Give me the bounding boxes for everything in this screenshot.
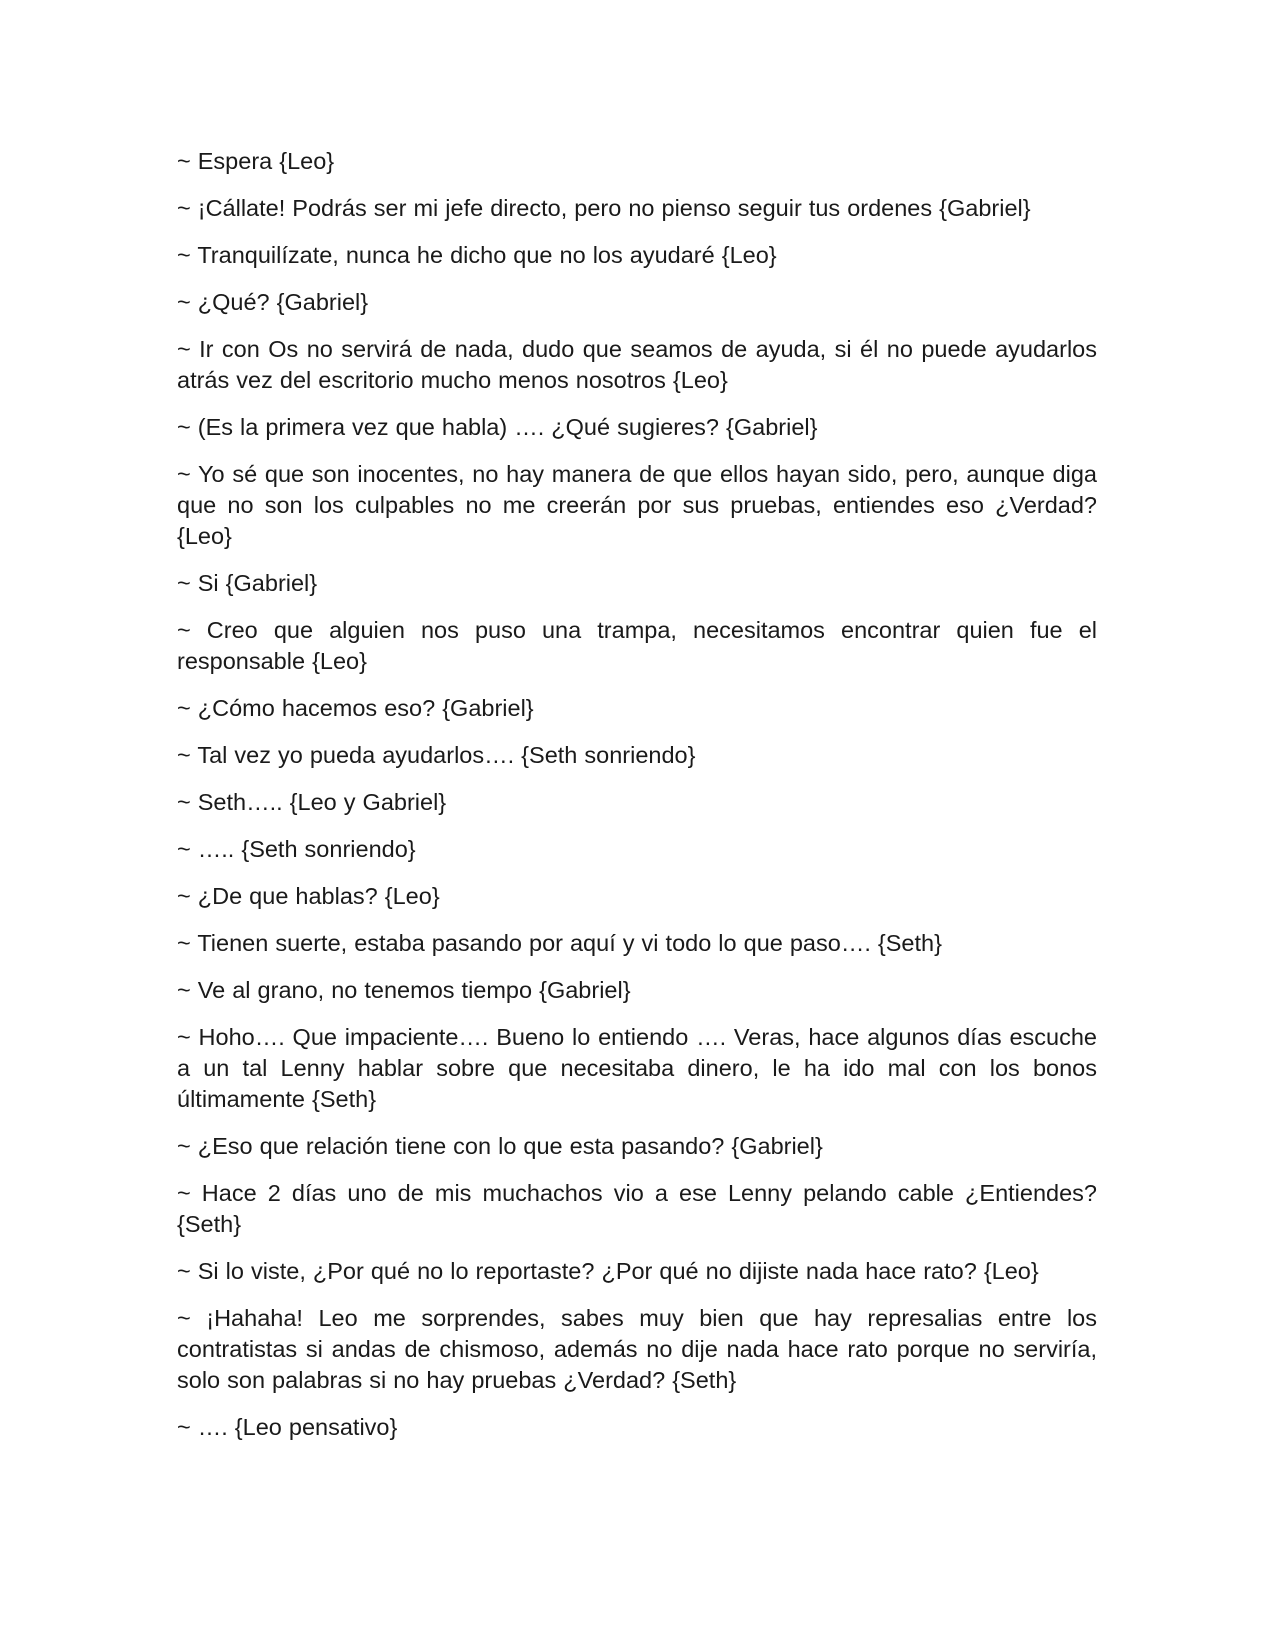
dialogue-line: ~ Si {Gabriel} bbox=[177, 570, 318, 596]
dialogue-line: ~ ¿Cómo hacemos eso? {Gabriel} bbox=[177, 695, 534, 721]
dialogue-body bbox=[177, 146, 1097, 1459]
dialogue-line: ~ Si lo viste, ¿Por qué no lo reportaste? ¿Por qué no dijiste nada hace rato? {Leo} bbox=[177, 1258, 1039, 1284]
dialogue-line: ~ Tranquilízate, nunca he dicho que no los ayudaré {Leo} bbox=[177, 242, 777, 268]
dialogue-line: ~ Yo sé que son inocentes, no hay manera de que ellos hayan sido, pero, aunque diga que no son los culpables no me creerán por sus pruebas, entiendes eso ¿Verdad? {Leo} bbox=[177, 461, 1097, 549]
dialogue-line: ~ ¡Cállate! Podrás ser mi jefe directo, pero no pienso seguir tus ordenes {Gabriel} bbox=[177, 195, 1031, 221]
dialogue-line: ~ ¡Hahaha! Leo me sorprendes, sabes muy bien que hay represalias entre los contratistas si andas de chismoso, además no dije nada hace rato porque no serviría, solo son palabras si no hay pruebas ¿Verdad? {Seth} bbox=[177, 1305, 1097, 1393]
dialogue-line: ~ ….. {Seth sonriendo} bbox=[177, 836, 416, 862]
dialogue-line: ~ Ve al grano, no tenemos tiempo {Gabriel} bbox=[177, 977, 631, 1003]
dialogue-line: ~ …. {Leo pensativo} bbox=[177, 1414, 398, 1440]
dialogue-line: ~ ¿De que hablas? {Leo} bbox=[177, 883, 440, 909]
dialogue-line: ~ Seth….. {Leo y Gabriel} bbox=[177, 789, 447, 815]
dialogue-line: ~ Creo que alguien nos puso una trampa, necesitamos encontrar quien fue el responsable {Leo} bbox=[177, 617, 1097, 674]
dialogue-line: ~ Espera {Leo} bbox=[177, 148, 335, 174]
dialogue-line: ~ Hoho…. Que impaciente…. Bueno lo entiendo …. Veras, hace algunos días escuche a un tal Lenny hablar sobre que necesitaba dinero, le ha ido mal con los bonos últimamente {Seth} bbox=[177, 1024, 1097, 1112]
dialogue-line: ~ Ir con Os no servirá de nada, dudo que seamos de ayuda, si él no puede ayudarlos atrás vez del escritorio mucho menos nosotros {Leo} bbox=[177, 336, 1097, 393]
dialogue-line: ~ Tienen suerte, estaba pasando por aquí y vi todo lo que paso…. {Seth} bbox=[177, 930, 942, 956]
dialogue-line: ~ Tal vez yo pueda ayudarlos…. {Seth sonriendo} bbox=[177, 742, 696, 768]
dialogue-line: ~ Hace 2 días uno de mis muchachos vio a ese Lenny pelando cable ¿Entiendes? {Seth} bbox=[177, 1180, 1097, 1237]
dialogue-line: ~ ¿Eso que relación tiene con lo que esta pasando? {Gabriel} bbox=[177, 1133, 823, 1159]
dialogue-line: ~ (Es la primera vez que habla) …. ¿Qué sugieres? {Gabriel} bbox=[177, 414, 818, 440]
dialogue-line: ~ ¿Qué? {Gabriel} bbox=[177, 289, 369, 315]
